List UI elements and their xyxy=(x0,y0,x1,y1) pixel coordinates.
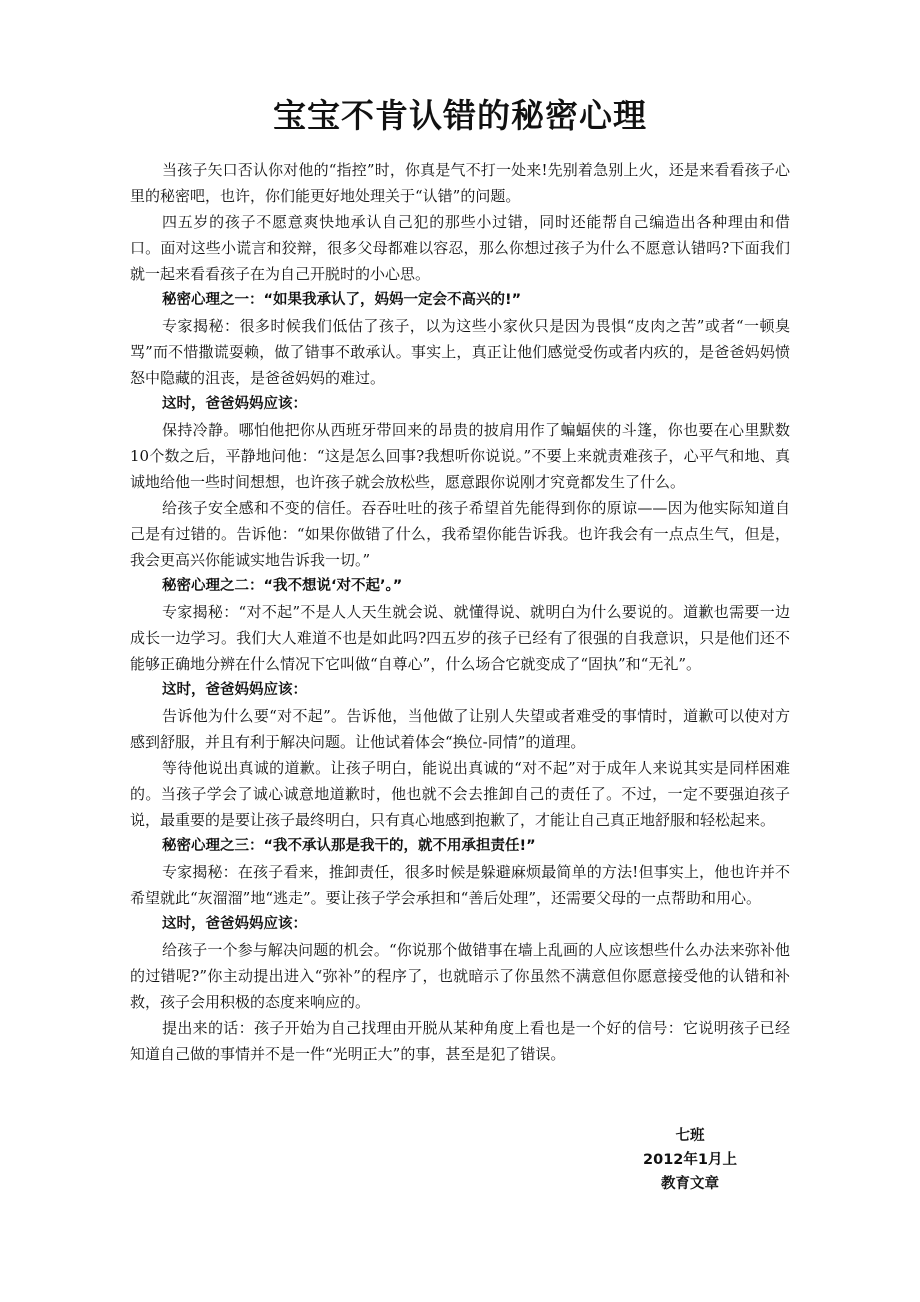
signature-block xyxy=(600,1124,780,1196)
section-heading: 这时，爸爸妈妈应该： xyxy=(162,682,307,698)
signature-date: 2012年1月上 xyxy=(643,1152,737,1168)
section-heading: 秘密心理之一：“如果我承认了，妈妈一定会不高兴的!” xyxy=(162,292,522,308)
paragraph: 告诉他为什么要“对不起”。告诉他，当他做了让别人失望或者难受的事情时，道歉可以使对方感到舒服，并且有利于解决问题。让他试着体会“换位-同情”的道理。 xyxy=(130,707,790,751)
paragraph: 专家揭秘：很多时候我们低估了孩子，以为这些小家伙只是因为畏惧“皮肉之苦”或者“一顿臭骂”而不惜撒谎耍赖，做了错事不敢承认。事实上，真正让他们感觉受伤或者内疚的，是爸爸妈妈愤怒中隐藏的沮丧，是爸爸妈妈的难过。 xyxy=(130,317,790,387)
document-title: 宝宝不肯认错的秘密心理 xyxy=(273,96,647,135)
paragraph: 专家揭秘：“对不起”不是人人天生就会说、就懂得说、就明白为什么要说的。道歉也需要一边成长一边学习。我们大人难道不也是如此吗?四五岁的孩子已经有了很强的自我意识，只是他们还不能够正确地分辨在什么情况下它叫做“自尊心”，什么场合它就变成了“固执”和“无礼”。 xyxy=(130,603,790,673)
paragraph: 给孩子安全感和不变的信任。吞吞吐吐的孩子希望首先能得到你的原谅——因为他实际知道自己是有过错的。告诉他：“如果你做错了什么，我希望你能告诉我。也许我会有一点点生气，但是，我会更高兴你能诚实地告诉我一切。” xyxy=(130,499,790,569)
paragraph: 当孩子矢口否认你对他的“指控”时，你真是气不打一处来!先别着急别上火，还是来看看孩子心里的秘密吧，也许，你们能更好地处理关于“认错”的问题。 xyxy=(130,161,790,205)
signature-class: 七班 xyxy=(675,1128,705,1144)
section-heading: 秘密心理之二：“我不想说‘对不起’。” xyxy=(162,578,403,594)
paragraph: 提出来的话：孩子开始为自己找理由开脱从某种角度上看也是一个好的信号：它说明孩子已经知道自己做的事情并不是一件“光明正大”的事，甚至是犯了错误。 xyxy=(130,1019,790,1063)
paragraph: 四五岁的孩子不愿意爽快地承认自己犯的那些小过错，同时还能帮自己编造出各种理由和借口。面对这些小谎言和狡辩，很多父母都难以容忍，那么你想过孩子为什么不愿意认错吗?下面我们就一起来看看孩子在为自己开脱时的小心思。 xyxy=(130,213,790,283)
section-heading: 秘密心理之三：“我不承认那是我干的，就不用承担责任!” xyxy=(162,838,536,854)
section-heading: 这时，爸爸妈妈应该： xyxy=(162,396,307,412)
paragraph: 给孩子一个参与解决问题的机会。“你说那个做错事在墙上乱画的人应该想些什么办法来弥补他的过错呢?”你主动提出进入“弥补”的程序了，也就暗示了你虽然不满意但你愿意接受他的认错和补救，孩子会用积极的态度来响应的。 xyxy=(130,941,790,1011)
paragraph: 专家揭秘：在孩子看来，推卸责任，很多时候是躲避麻烦最简单的方法!但事实上，他也许并不希望就此“灰溜溜”地“逃走”。要让孩子学会承担和“善后处理”，还需要父母的一点帮助和用心。 xyxy=(130,863,790,907)
section-heading: 这时，爸爸妈妈应该： xyxy=(162,916,307,932)
paragraph: 等待他说出真诚的道歉。让孩子明白，能说出真诚的“对不起”对于成年人来说其实是同样困难的。当孩子学会了诚心诚意地道歉时，他也就不会去推卸自己的责任了。不过，一定不要强迫孩子说，最重要的是要让孩子最终明白，只有真心地感到抱歉了，才能让自己真正地舒服和轻松起来。 xyxy=(130,759,790,829)
paragraph: 保持冷静。哪怕他把你从西班牙带回来的昂贵的披肩用作了蝙蝠侠的斗篷，你也要在心里默数10个数之后，平静地问他：“这是怎么回事?我想听你说说。”不要上来就责难孩子，心平气和地、真诚地给他一些时间想想，也许孩子就会放松些，愿意跟你说刚才究竟都发生了什么。 xyxy=(130,421,790,491)
signature-category: 教育文章 xyxy=(661,1176,719,1192)
article-body xyxy=(130,157,790,1067)
